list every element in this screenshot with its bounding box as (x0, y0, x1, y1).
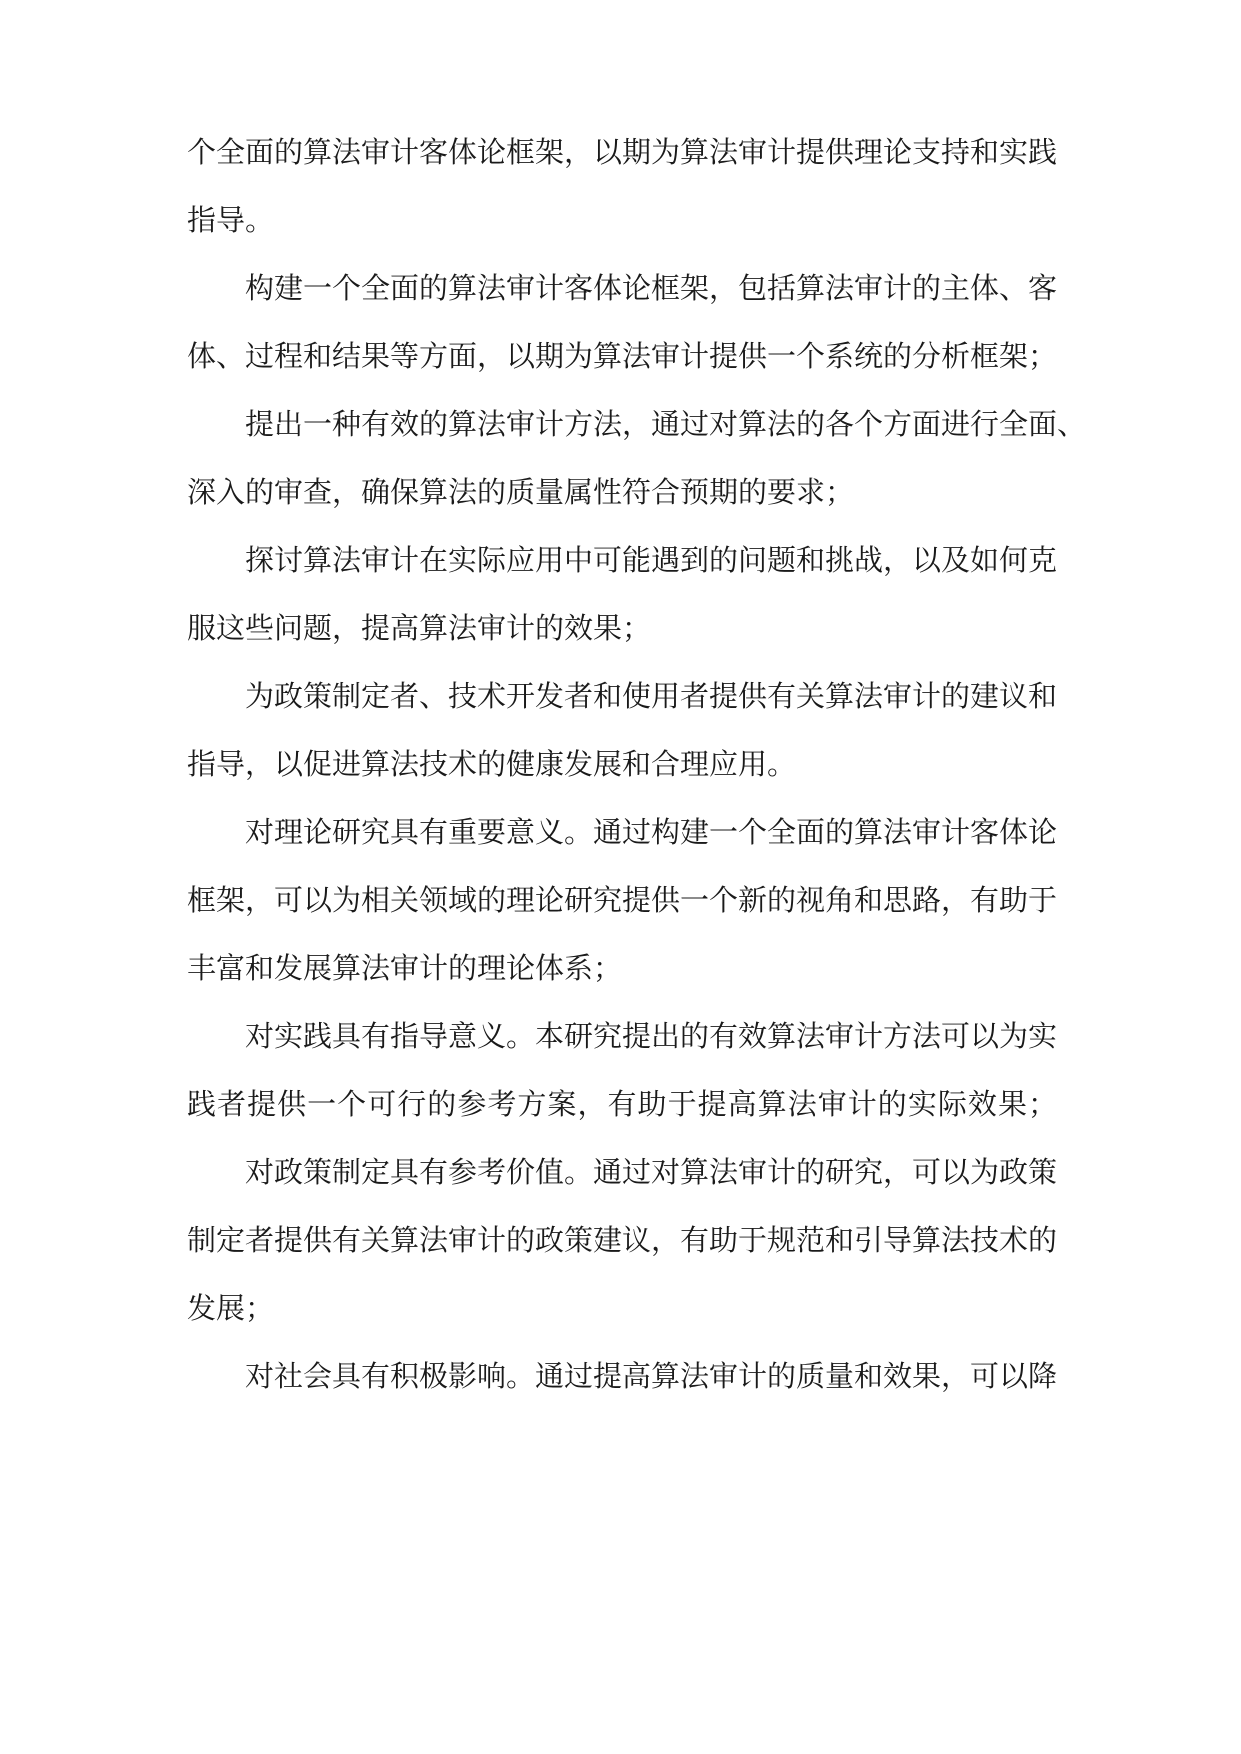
text-line: 探讨算法审计在实际应用中可能遇到的问题和挑战，以及如何克 (245, 543, 1058, 577)
text-line: 体、过程和结果等方面，以期为算法审计提供一个系统的分析框架； (187, 339, 1058, 373)
text-line: 对实践具有指导意义。本研究提出的有效算法审计方法可以为实 (245, 1019, 1058, 1053)
text-line: 发展； (187, 1291, 275, 1325)
text-line: 深入的审查，确保算法的质量属性符合预期的要求； (187, 475, 855, 509)
text-line: 指导。 (187, 203, 275, 237)
text-line: 对社会具有积极影响。通过提高算法审计的质量和效果，可以降 (245, 1359, 1058, 1393)
text-line: 框架，可以为相关领域的理论研究提供一个新的视角和思路，有助于 (187, 883, 1058, 917)
text-line: 指导，以促进算法技术的健康发展和合理应用。 (187, 747, 797, 781)
text-line: 对理论研究具有重要意义。通过构建一个全面的算法审计客体论 (245, 815, 1058, 849)
text-line: 丰富和发展算法审计的理论体系； (187, 951, 623, 985)
text-line: 服这些问题，提高算法审计的效果； (187, 611, 652, 645)
text-line: 制定者提供有关算法审计的政策建议，有助于规范和引导算法技术的 (187, 1223, 1058, 1257)
text-line: 对政策制定具有参考价值。通过对算法审计的研究，可以为政策 (245, 1155, 1058, 1189)
text-line: 个全面的算法审计客体论框架，以期为算法审计提供理论支持和实践 (187, 135, 1058, 169)
text-line: 为政策制定者、技术开发者和使用者提供有关算法审计的建议和 (245, 679, 1058, 713)
text-line: 构建一个全面的算法审计客体论框架，包括算法审计的主体、客 (245, 271, 1058, 305)
text-line: 践者提供一个可行的参考方案，有助于提高算法审计的实际效果； (187, 1087, 1057, 1121)
text-line: 提出一种有效的算法审计方法，通过对算法的各个方面进行全面、 (245, 407, 1087, 441)
